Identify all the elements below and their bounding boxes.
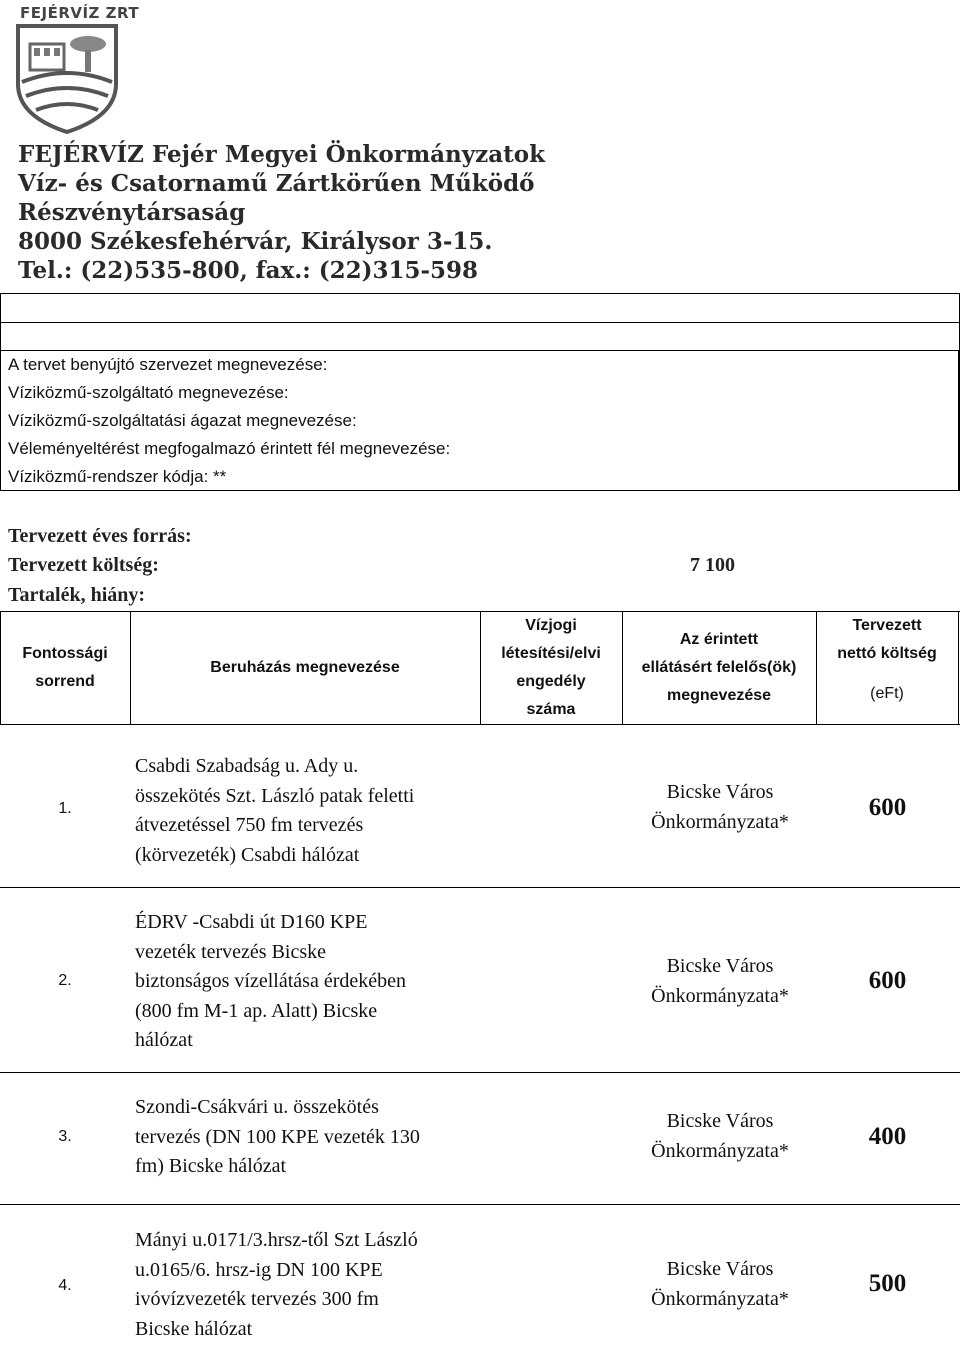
header-responsible — [622, 626, 816, 710]
row-1-bottom-rule — [0, 887, 960, 888]
row-4-desc-line-3: ivóvízvezeték tervezés 300 fm — [135, 1288, 379, 1310]
header-rank-line-1: Fontossági — [22, 645, 108, 662]
row-4-desc-line-1: Mányi u.0171/3.hrsz-től Szt László — [135, 1229, 418, 1251]
row-3-cost: 400 — [868, 1123, 907, 1150]
row-1-desc-line-1: Csabdi Szabadság u. Ady u. — [135, 755, 359, 777]
row-3-description — [135, 1093, 475, 1182]
header-rank — [0, 640, 130, 696]
company-name-line-1: FEJÉRVÍZ Fejér Megyei Önkormányzatok — [18, 141, 546, 168]
table-header-bottom-rule — [0, 724, 960, 725]
fejerviz-logo-icon — [8, 4, 126, 134]
row-2-bottom-rule — [0, 1072, 960, 1073]
row-4-responsible — [620, 1255, 820, 1314]
header-permit-line-3: engedély — [516, 673, 586, 690]
header-net-cost — [816, 612, 958, 668]
info-disagreeing-party: Véleményeltérést megfogalmazó érintett fél megnevezése: — [8, 439, 451, 458]
header-cost-line-2: nettó költség — [837, 645, 937, 662]
top-rule — [0, 293, 960, 294]
header-responsible-line-1: Az érintett — [679, 631, 759, 648]
info-sector: Víziközmű-szolgáltatási ágazat megnevezése: — [8, 411, 357, 430]
row-4-resp-line-2: Önkormányzata* — [651, 1287, 789, 1310]
row-4-cost: 500 — [868, 1270, 907, 1297]
header-investment-name — [130, 654, 480, 682]
header-responsible-line-2: ellátásért felelős(ök) — [641, 659, 797, 676]
row-2-desc-line-5: hálózat — [135, 1029, 193, 1051]
row-2-resp-line-1: Bicske Város — [666, 955, 774, 977]
company-address-block — [18, 140, 545, 285]
row-3-resp-line-2: Önkormányzata* — [651, 1139, 789, 1162]
row-2-desc-line-4: (800 fm M-1 ap. Alatt) Bicske — [135, 999, 378, 1022]
logo-text: FEJÉRVÍZ ZRT — [20, 4, 140, 22]
row-3-resp-line-1: Bicske Város — [666, 1110, 774, 1132]
row-1-resp-line-1: Bicske Város — [666, 781, 774, 803]
row-3-desc-line-2: tervezés (DN 100 KPE vezeték 130 — [135, 1125, 420, 1148]
row-3-responsible — [620, 1107, 820, 1166]
header-cost-unit: (eFt) — [870, 685, 904, 702]
row-2-resp-line-2: Önkormányzata* — [651, 984, 789, 1007]
row-3-desc-line-3: fm) Bicske hálózat — [135, 1155, 287, 1177]
row-4-description — [135, 1226, 475, 1344]
row-2-desc-line-1: ÉDRV -Csabdi út D160 KPE — [135, 911, 368, 933]
company-name-line-2: Víz- és Csatornamű Zártkörűen Működő — [18, 170, 535, 197]
header-rank-line-2: sorrend — [35, 673, 95, 690]
planned-cost-label: Tervezett költség: — [8, 554, 159, 576]
row-2-desc-line-3: biztonságos vízellátása érdekében — [135, 970, 406, 992]
header-permit-line-1: Vízjogi — [525, 617, 577, 634]
row-1-desc-line-3: átvezetéssel 750 fm tervezés — [135, 814, 364, 836]
company-phone-line: Tel.: (22)535-800, fax.: (22)315-598 — [18, 257, 479, 284]
row-1-responsible — [620, 778, 820, 837]
company-name-line-3: Részvénytársaság — [18, 199, 246, 226]
info-system-code: Víziközmű-rendszer kódja: ** — [8, 467, 227, 486]
header-permit-line-2: létesítési/elvi — [501, 645, 601, 662]
info-provider: Víziközmű-szolgáltató megnevezése: — [8, 383, 289, 402]
row-2-responsible — [620, 952, 820, 1011]
row-3-rank: 3. — [58, 1128, 72, 1145]
planned-cost-value: 7 100 — [690, 554, 735, 576]
band-rule-1 — [0, 322, 960, 323]
row-2-desc-line-2: vezeték tervezés Bicske — [135, 940, 327, 963]
header-cost-line-1: Tervezett — [852, 617, 922, 634]
row-4-resp-line-1: Bicske Város — [666, 1258, 774, 1280]
row-3-desc-line-1: Szondi-Csákvári u. összekötés — [135, 1096, 379, 1118]
header-permit-number — [480, 612, 622, 724]
row-4-desc-line-4: Bicske hálózat — [135, 1317, 253, 1340]
company-address-line: 8000 Székesfehérvár, Királysor 3-15. — [18, 228, 493, 255]
header-investment-name-text: Beruházás megnevezése — [210, 659, 400, 676]
row-1-desc-line-4: (körvezeték) Csabdi hálózat — [135, 843, 360, 866]
reserve-shortage-label: Tartalék, hiány: — [8, 584, 146, 606]
row-1-description — [135, 752, 475, 870]
row-2-description — [135, 908, 475, 1056]
header-permit-line-4: száma — [526, 701, 576, 718]
row-2-rank: 2. — [58, 972, 72, 989]
row-1-rank: 1. — [58, 800, 72, 817]
row-4-rank: 4. — [58, 1277, 72, 1294]
left-border-top — [0, 293, 1, 490]
header-responsible-line-3: megnevezése — [666, 687, 772, 704]
row-2-cost: 600 — [868, 967, 907, 994]
right-inner-border — [958, 350, 959, 490]
row-3-bottom-rule — [0, 1204, 960, 1205]
info-submitter: A tervet benyújtó szervezet megnevezése: — [8, 355, 328, 374]
planned-annual-source-label: Tervezett éves forrás: — [8, 525, 192, 547]
row-1-resp-line-2: Önkormányzata* — [651, 810, 789, 833]
row-4-desc-line-2: u.0165/6. hrsz-ig DN 100 KPE — [135, 1258, 383, 1281]
band-rule-2 — [0, 350, 960, 351]
row-1-cost: 600 — [868, 794, 907, 821]
info-bottom-rule — [0, 490, 960, 491]
row-1-desc-line-2: összekötés Szt. László patak feletti — [135, 784, 415, 807]
table-right-border — [958, 611, 959, 724]
